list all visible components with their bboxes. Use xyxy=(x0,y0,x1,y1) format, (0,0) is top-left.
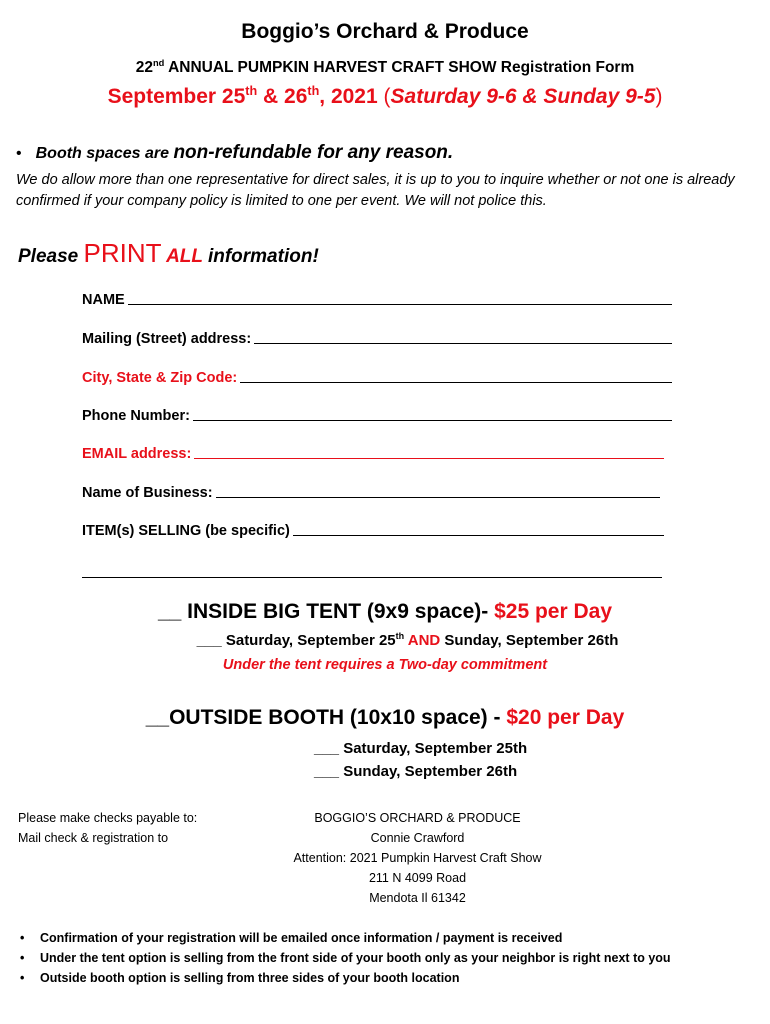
items-selling-label: ITEM(s) SELLING (be specific) xyxy=(82,523,290,539)
bullet-icon: • xyxy=(20,931,25,945)
bullet-icon: • xyxy=(16,145,22,162)
email-label: EMAIL address: xyxy=(82,446,192,462)
dates-part-2: & 26 xyxy=(257,85,308,108)
attention-line: Attention: 2021 Pumpkin Harvest Craft Show xyxy=(293,851,542,865)
inside-days-sunday: Sunday, September 26th xyxy=(444,632,619,649)
event-dates xyxy=(0,85,770,109)
bullet-icon: • xyxy=(20,951,25,965)
mailing-address-line[interactable] xyxy=(254,342,672,344)
inside-days-ordinal: th xyxy=(395,631,405,641)
dates-paren-close: ) xyxy=(655,85,663,108)
city-state-zip-field[interactable] xyxy=(82,370,672,386)
inside-days-saturday: Saturday, September 25 xyxy=(225,632,396,649)
mailing-address-field[interactable] xyxy=(82,331,672,347)
phone-line[interactable] xyxy=(193,419,672,421)
phone-label: Phone Number: xyxy=(82,408,190,424)
inside-tent-option[interactable] xyxy=(0,600,770,624)
outside-saturday-option[interactable]: ___ Saturday, September 25th xyxy=(314,740,528,757)
inside-tent-label: INSIDE BIG TENT (9x9 space)- xyxy=(187,600,495,623)
note-text: Under the tent option is selling from the front side of your booth only as your neighbor is right next to you xyxy=(40,951,671,965)
note-outside-selling xyxy=(20,971,459,985)
city-state-zip-label: City, State & Zip Code: xyxy=(82,370,238,386)
items-selling-field[interactable] xyxy=(82,523,664,539)
print-instruction xyxy=(18,238,319,269)
print-all: ALL xyxy=(161,246,203,267)
print-word: PRINT xyxy=(83,238,162,268)
name-line[interactable] xyxy=(128,303,672,305)
dates-ordinal-2: th xyxy=(307,84,320,98)
bullet-icon: • xyxy=(20,971,25,985)
business-name-field[interactable] xyxy=(82,485,660,501)
city-state-zip-line[interactable] xyxy=(240,381,672,383)
email-field[interactable] xyxy=(82,446,664,462)
outside-booth-price: $20 per Day xyxy=(506,706,625,729)
refund-lead: Booth spaces are xyxy=(35,145,174,162)
items-selling-extra-line[interactable] xyxy=(82,577,662,578)
subtitle-text: ANNUAL PUMPKIN HARVEST CRAFT SHOW Registration Form xyxy=(168,59,635,76)
inside-tent-price: $25 per Day xyxy=(494,600,613,623)
contact-name: Connie Crawford xyxy=(370,831,465,845)
page-title: Boggio’s Orchard & Produce xyxy=(241,20,529,43)
subtitle-ordinal: nd xyxy=(152,57,165,68)
subtitle-number: 22 xyxy=(135,59,153,76)
inside-tent-blank[interactable]: __ xyxy=(157,600,188,623)
event-hours: Saturday 9-6 & Sunday 9-5 xyxy=(390,85,656,108)
outside-booth-label: OUTSIDE BOOTH (10x10 space) - xyxy=(169,706,507,729)
items-selling-line[interactable] xyxy=(293,534,664,536)
note-text: Confirmation of your registration will be emailed once information / payment is received xyxy=(40,931,563,945)
note-tent-selling xyxy=(20,951,671,965)
dates-part-3: , 2021 xyxy=(319,85,384,108)
outside-sunday-option[interactable]: ___ Sunday, September 26th xyxy=(314,763,518,780)
dates-paren-open: ( xyxy=(383,85,391,108)
representative-note: We do allow more than one representative for direct sales, it is up to you to inquire whether or not one is already confirmed if your company policy is limited to one per event. We will not police this. xyxy=(16,172,735,209)
mail-to-label: Mail check & registration to xyxy=(18,831,169,845)
note-confirmation xyxy=(20,931,562,945)
inside-days-and: AND xyxy=(404,632,445,649)
print-please: Please xyxy=(18,246,84,267)
street-address: 211 N 4099 Road xyxy=(368,871,467,885)
outside-booth-option[interactable] xyxy=(0,706,770,730)
print-rest: information! xyxy=(202,246,319,267)
name-label: NAME xyxy=(82,292,125,308)
tent-commitment-note: Under the tent requires a Two-day commitment xyxy=(222,657,548,673)
refund-notice xyxy=(16,142,453,164)
name-field[interactable] xyxy=(82,292,672,308)
email-line[interactable] xyxy=(194,457,664,459)
mailing-address-label: Mailing (Street) address: xyxy=(82,331,252,347)
dates-ordinal-1: th xyxy=(245,84,258,98)
dates-part-1: September 25 xyxy=(107,85,246,108)
phone-field[interactable] xyxy=(82,408,672,424)
refund-emphasis: non-refundable for any reason. xyxy=(173,142,454,163)
outside-booth-blank[interactable]: __ xyxy=(145,706,170,729)
business-name-line[interactable] xyxy=(216,496,660,498)
inside-days-blank[interactable]: ___ xyxy=(196,632,226,649)
city-address: Mendota Il 61342 xyxy=(369,891,466,905)
checks-payable-label: Please make checks payable to: xyxy=(18,811,198,825)
form-subtitle xyxy=(0,59,770,77)
payee-name: BOGGIO’S ORCHARD & PRODUCE xyxy=(314,811,521,825)
inside-tent-days[interactable] xyxy=(0,632,770,649)
business-name-label: Name of Business: xyxy=(82,485,213,501)
note-text: Outside booth option is selling from three sides of your booth location xyxy=(40,971,460,985)
